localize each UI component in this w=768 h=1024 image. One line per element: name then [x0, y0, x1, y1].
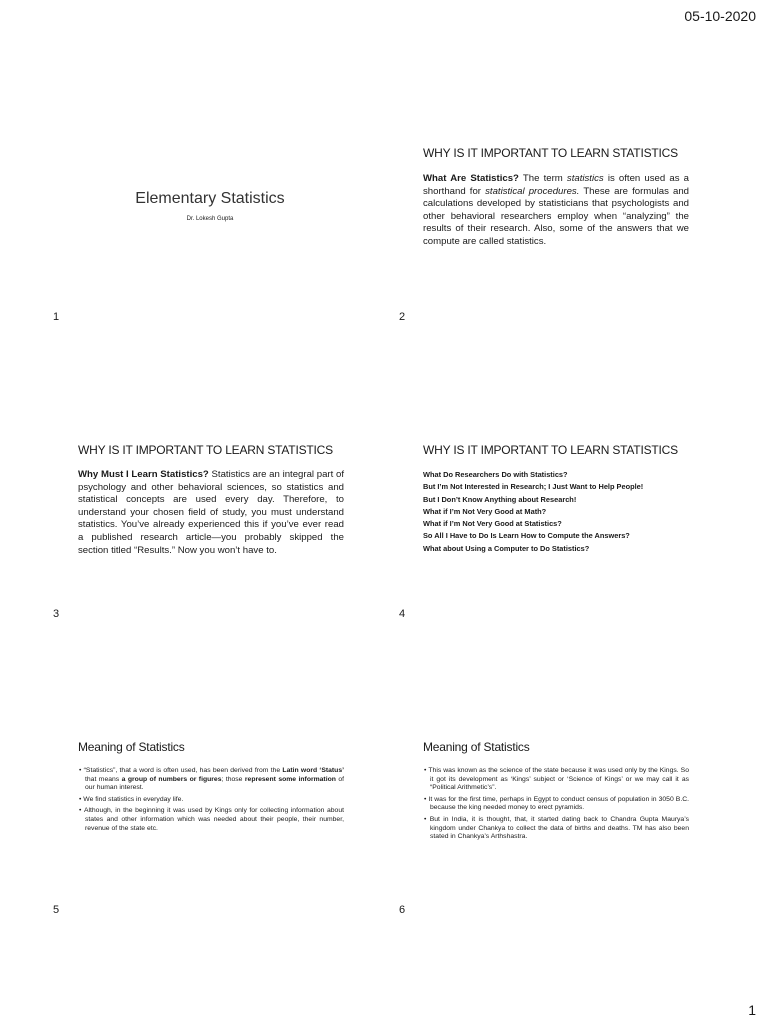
- slide-title: WHY IS IT IMPORTANT TO LEARN STATISTICS: [423, 443, 678, 457]
- slide-title: Elementary Statistics: [135, 190, 285, 207]
- slide-1: [60, 190, 360, 222]
- slide-3: [78, 443, 344, 557]
- body-text: The term: [518, 173, 567, 184]
- list-item: What if I’m Not Very Good at Math?: [423, 506, 547, 516]
- slide-title: Meaning of Statistics: [78, 740, 185, 754]
- slide-number-4: 4: [399, 608, 406, 620]
- list-item: But I’m Not Interested in Research; I Just Want to Help People!: [423, 482, 644, 492]
- list-item: • Although, in the beginning it was used by Kings only for collecting information about states and other information which was needed about their people, their number, revenue of the state etc.: [78, 807, 344, 833]
- body-text: is often used as a shorthand for: [423, 173, 689, 197]
- slide-body: [423, 173, 689, 249]
- slide-number-2: 2: [399, 311, 406, 323]
- list-item: • It was for the first time, perhaps in Egypt to conduct census of population in 3050 B.C. because the king needed money to erect pyramids.: [423, 796, 689, 813]
- slide-5: [78, 740, 344, 836]
- slide-title: WHY IS IT IMPORTANT TO LEARN STATISTICS: [423, 146, 678, 160]
- body-text: Statistics are an integral part of psychology and other behavioral sciences, so statistics and statistical concepts are used every day. Therefore, to understand your chosen field of study, you must understand statistics. You’ve already experienced this if you’ve ever read a published research article—you probably skipped the section titled “Results.” Now you won’t have to.: [78, 469, 344, 556]
- list-item: So All I Have to Do Is Learn How to Compute the Answers?: [423, 531, 630, 541]
- list-item: What if I’m Not Very Good at Statistics?: [423, 519, 562, 529]
- slide-2: [423, 146, 689, 249]
- body-text: “Statistics”, that a word is often used, has been derived from the: [83, 767, 283, 774]
- bullet-list: [78, 767, 344, 833]
- page-number: 1: [748, 1002, 756, 1018]
- bold-text: represent some information: [244, 775, 336, 783]
- page-date: 05-10-2020: [684, 8, 756, 24]
- list-item: • This was known as the science of the state because it was used only by the Kings. So it got its development as ‘Kings’ subject or ‘Science of Kings’ or we may call it as “Political Arithmetic’s”.: [423, 767, 689, 793]
- list-item: [78, 767, 344, 793]
- slide-title: WHY IS IT IMPORTANT TO LEARN STATISTICS: [78, 443, 333, 457]
- slide-number-1: 1: [53, 311, 60, 323]
- slide-author: Dr. Lokesh Gupta: [186, 216, 234, 222]
- slide-6: [423, 740, 689, 845]
- slide-number-6: 6: [399, 904, 406, 916]
- body-text: These are formulas and calculations developed by statisticians that psychologists and other behavioral researchers employ when “analyzing” the results of their research. Also, some of the answers that we compute are called statistics.: [423, 185, 690, 247]
- body-text: ; those: [221, 775, 245, 783]
- slide-4: [423, 443, 689, 555]
- emphasis-text: statistics: [566, 173, 604, 184]
- list-item: • But in India, it is thought, that, it started dating back to Chandra Gupta Maurya’s kingdom under Chankya to collect the data of births and deaths. TM has also been stated in Chankya’s Arthshastra.: [423, 816, 689, 842]
- body-text: of our human interest.: [85, 775, 345, 792]
- question-list: [423, 469, 689, 555]
- slide-number-3: 3: [53, 608, 60, 620]
- slide-number-5: 5: [53, 904, 60, 916]
- body-text: that means: [85, 775, 122, 783]
- lead-text: Why Must I Learn Statistics?: [78, 469, 209, 480]
- slide-title: Meaning of Statistics: [423, 740, 530, 754]
- emphasis-text: statistical procedures.: [485, 185, 580, 197]
- list-item: But I Don’t Know Anything about Research!: [423, 494, 577, 504]
- list-item: What Do Researchers Do with Statistics?: [423, 470, 568, 479]
- list-item: • We find statistics in everyday life.: [78, 796, 344, 805]
- bullet-list: [423, 767, 689, 842]
- bold-text: Latin word ‘Status’: [282, 767, 344, 774]
- list-item: What about Using a Computer to Do Statistics?: [423, 543, 590, 553]
- bold-text: a group of numbers or figures: [121, 775, 222, 783]
- lead-text: What Are Statistics?: [423, 173, 519, 184]
- slide-body: [78, 469, 344, 557]
